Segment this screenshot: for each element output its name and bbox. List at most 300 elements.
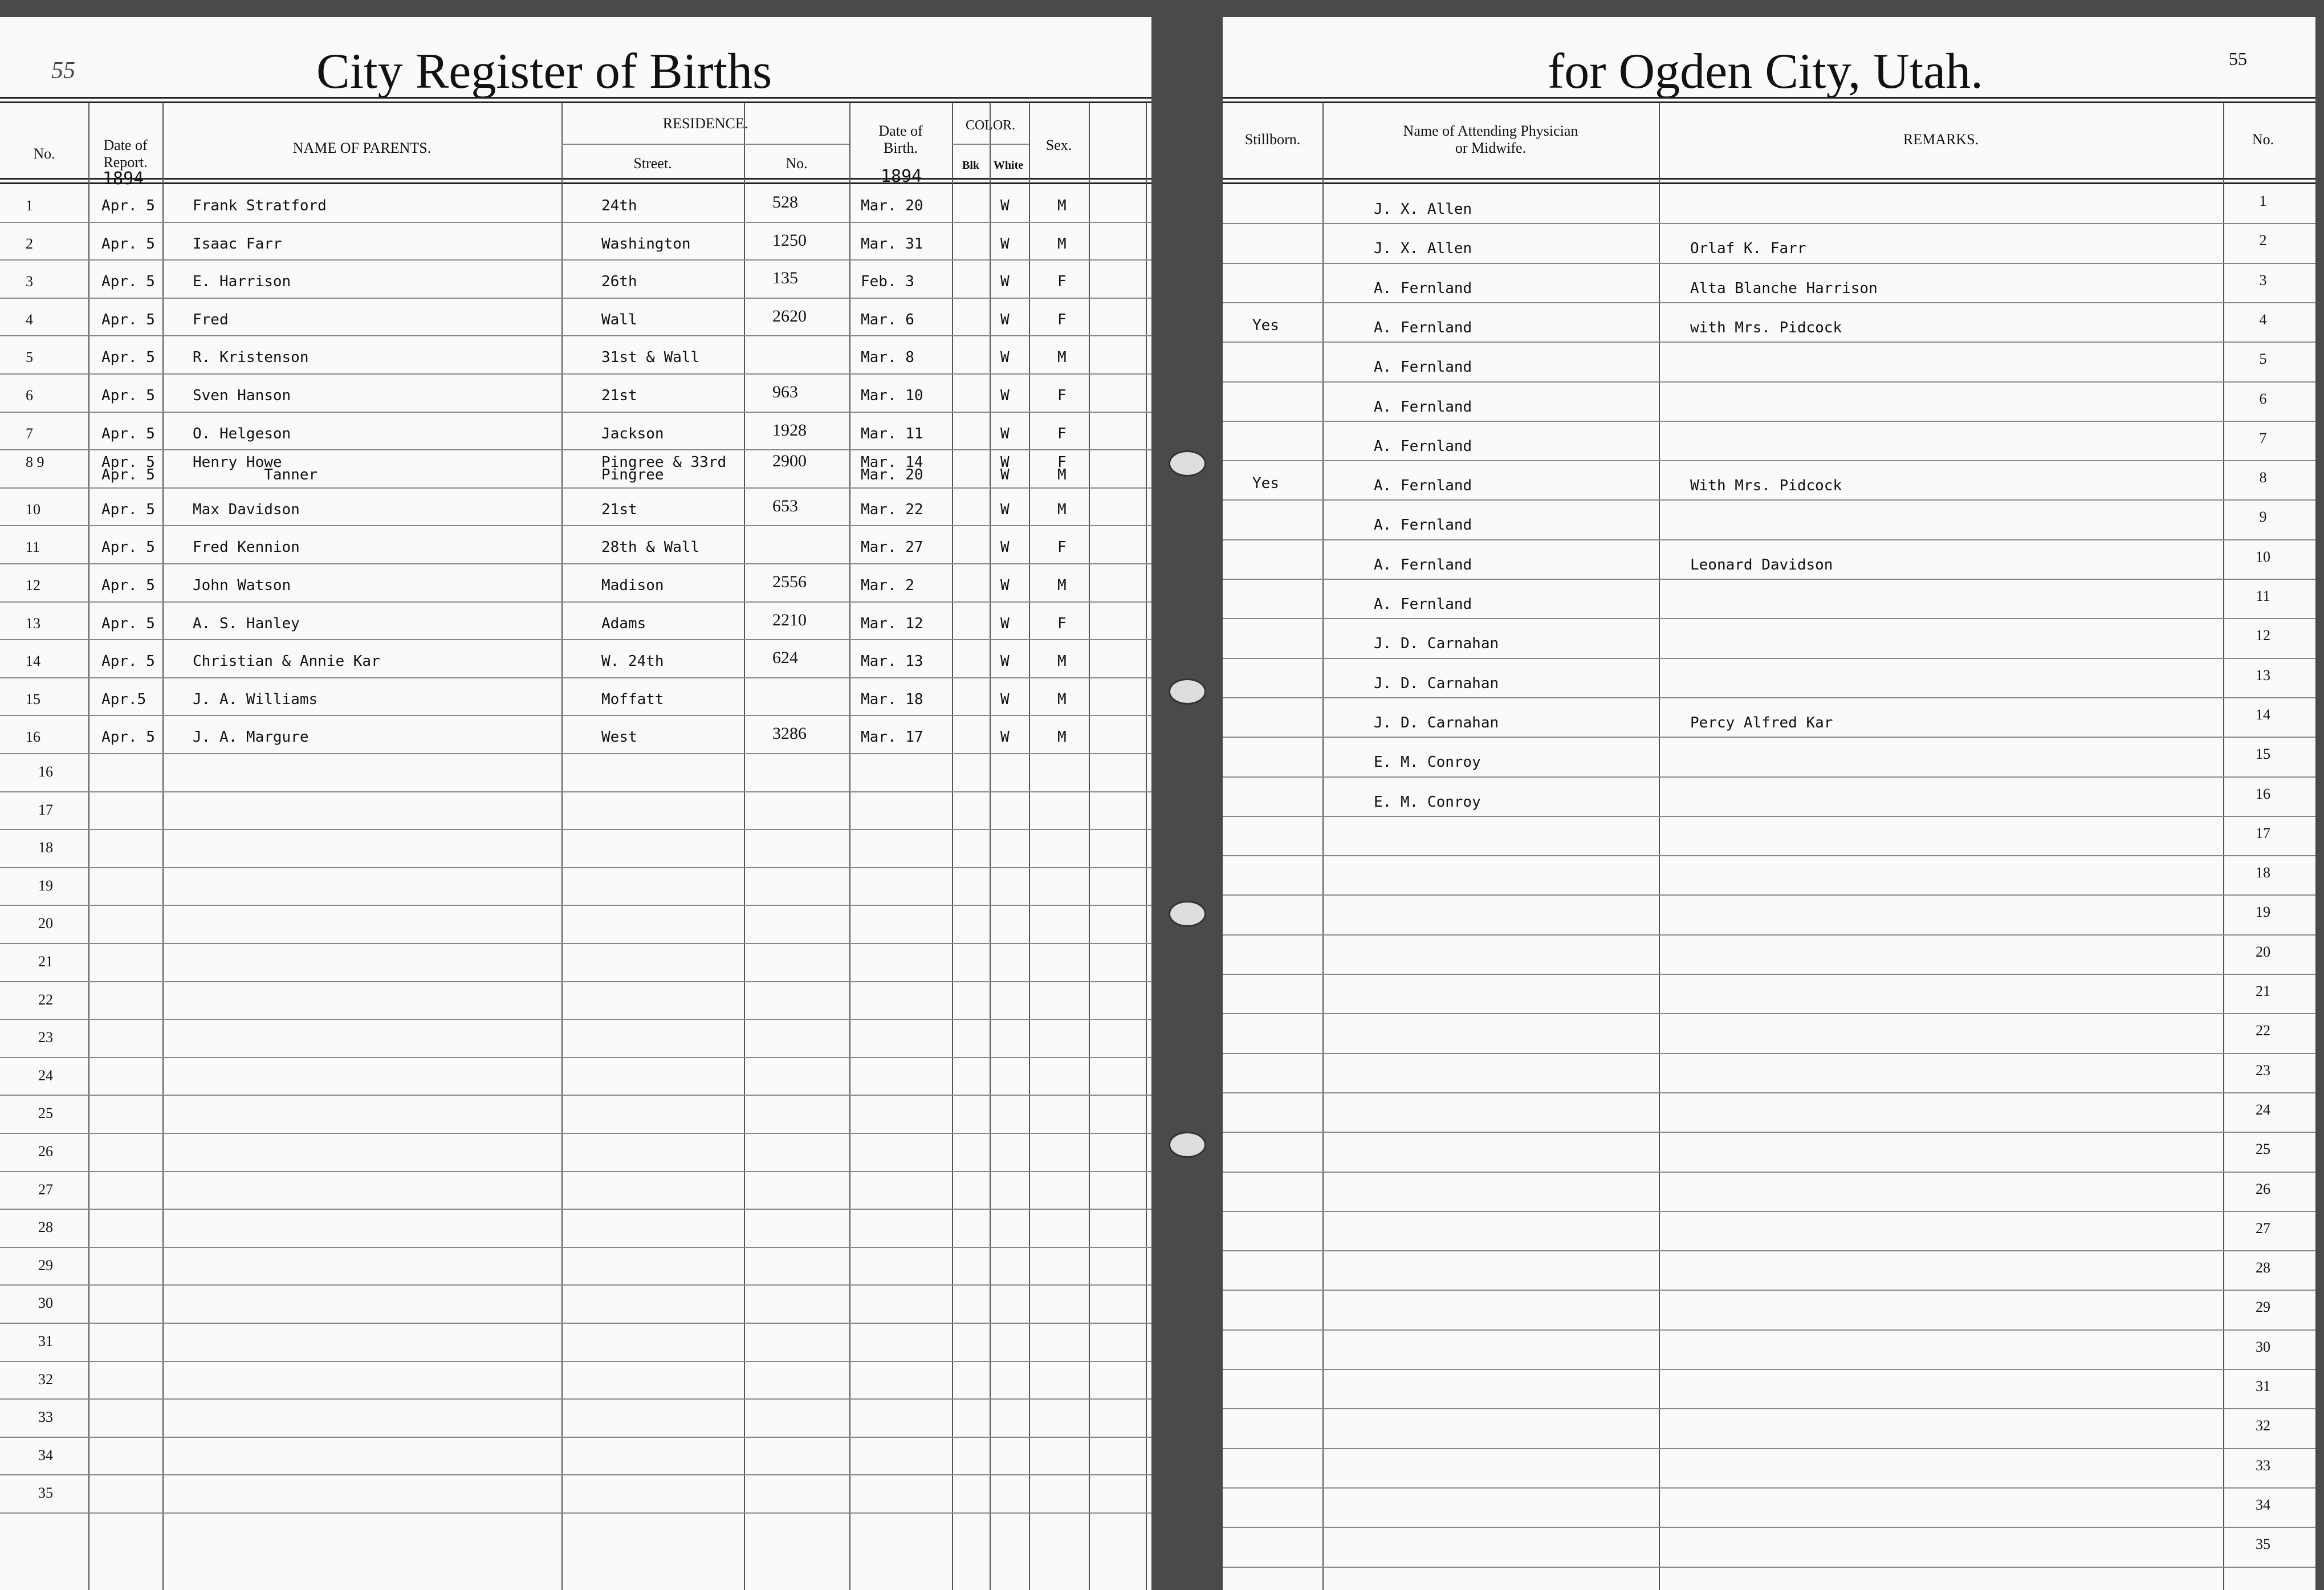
row-rule — [1223, 1092, 2315, 1093]
house-number: 2210 — [772, 610, 807, 629]
attending-physician: J. X. Allen — [1374, 240, 1472, 258]
row-rule — [0, 1361, 1151, 1362]
sex-mark: M — [1057, 653, 1067, 670]
row-rule — [1223, 341, 2315, 343]
color-mark: W W — [1000, 454, 1010, 484]
header-date-birth: Date of Birth. — [878, 123, 923, 156]
row-number: 35 — [38, 1485, 53, 1502]
row-number: 15 — [2256, 746, 2270, 763]
color-mark: W — [1000, 729, 1010, 746]
remark: Alta Blanche Harrison — [1690, 279, 1878, 297]
color-mark: W — [1000, 653, 1010, 670]
header-top-rule — [1223, 97, 2315, 99]
birth-date: Mar. 2 — [861, 577, 914, 594]
row-number: 23 — [2256, 1062, 2270, 1079]
row-number: 14 — [26, 653, 40, 670]
row-number: 15 — [26, 690, 40, 707]
row-number: 4 — [2259, 311, 2267, 328]
header-top-rule-2 — [1223, 101, 2315, 103]
column-divider — [952, 103, 953, 1590]
color-mark: W — [1000, 235, 1010, 253]
row-number: 32 — [2256, 1417, 2270, 1434]
row-number: 30 — [2256, 1338, 2270, 1355]
page-title-continued: for Ogden City, Utah. — [1548, 44, 1984, 99]
attending-physician: E. M. Conroy — [1374, 754, 1481, 771]
row-number: 12 — [26, 577, 40, 593]
row-number: 34 — [2256, 1496, 2270, 1513]
header-date-report: Date of Report. — [103, 137, 148, 170]
row-rule — [0, 259, 1151, 261]
color-subrule — [952, 144, 1029, 145]
row-rule — [1223, 1369, 2315, 1370]
street: Washington — [601, 235, 691, 253]
row-rule — [0, 677, 1151, 678]
row-rule — [0, 1209, 1151, 1210]
row-rule — [0, 449, 1151, 450]
report-date: Apr. 5 — [101, 577, 155, 594]
parents-name: Christian & Annie Kar — [193, 653, 380, 670]
row-rule — [1223, 499, 2315, 501]
header-remarks: REMARKS. — [1903, 131, 1979, 148]
color-mark: W — [1000, 690, 1010, 708]
row-number: 25 — [2256, 1141, 2270, 1158]
report-date: Apr. 5 — [101, 387, 155, 404]
row-rule — [0, 298, 1151, 299]
row-number: 31 — [38, 1333, 53, 1349]
row-number: 33 — [2256, 1457, 2270, 1474]
street: 28th & Wall — [601, 539, 700, 556]
street: Adams — [601, 615, 646, 632]
parents-name: J. A. Margure — [193, 729, 309, 746]
row-number: 8 9 — [26, 454, 44, 471]
row-rule — [0, 1323, 1151, 1324]
remark: With Mrs. Pidcock — [1690, 477, 1842, 495]
header-no-right: No. — [2252, 131, 2274, 148]
row-rule — [1223, 1567, 2315, 1568]
column-divider — [1659, 103, 1660, 1590]
row-number: 25 — [38, 1105, 53, 1122]
row-rule — [1223, 1013, 2315, 1014]
row-number: 16 — [2256, 785, 2270, 802]
header-bottom-rule-2 — [1223, 182, 2315, 184]
row-number: 33 — [38, 1409, 53, 1426]
row-rule — [0, 791, 1151, 792]
row-number: 20 — [38, 915, 53, 932]
row-number: 29 — [38, 1256, 53, 1274]
row-rule — [0, 1019, 1151, 1020]
row-number: 24 — [38, 1067, 53, 1084]
row-rule — [0, 1247, 1151, 1248]
row-rule — [0, 1474, 1151, 1475]
binder-hole — [1169, 1132, 1206, 1158]
row-rule — [0, 1133, 1151, 1134]
header-no: No. — [33, 145, 55, 162]
row-rule — [0, 829, 1151, 830]
house-number: 963 — [772, 383, 798, 401]
row-rule — [1223, 1053, 2315, 1054]
street: Madison — [601, 577, 664, 594]
row-number: 16 — [38, 763, 53, 780]
attending-physician: A. Fernland — [1374, 596, 1472, 613]
header-bottom-rule — [1223, 178, 2315, 180]
sex-mark: M — [1057, 729, 1067, 746]
row-rule — [1223, 1329, 2315, 1331]
row-rule — [1223, 894, 2315, 896]
row-number: 17 — [2256, 824, 2270, 841]
attending-physician: J. D. Carnahan — [1374, 714, 1499, 731]
row-number: 7 — [2259, 429, 2267, 446]
row-number: 18 — [2256, 864, 2270, 881]
stillborn-mark: Yes — [1252, 475, 1279, 493]
birth-date: Mar. 20 — [861, 197, 923, 214]
sex-mark: F — [1057, 273, 1067, 291]
row-number: 26 — [38, 1143, 53, 1160]
color-mark: W — [1000, 311, 1010, 328]
color-mark: W — [1000, 577, 1010, 594]
color-mark: W — [1000, 425, 1010, 442]
birth-date: Mar. 8 — [861, 349, 914, 367]
sex-mark: M — [1057, 501, 1067, 518]
residence-subrule — [561, 144, 849, 145]
attending-physician: J. D. Carnahan — [1374, 635, 1499, 653]
birth-date: Mar. 14 Mar. 20 — [861, 454, 923, 484]
row-rule — [1223, 1527, 2315, 1528]
row-number: 16 — [26, 729, 40, 746]
header-residence-no: No. — [785, 155, 808, 172]
street: 31st & Wall — [601, 349, 700, 367]
header-sex: Sex. — [1045, 137, 1072, 153]
row-rule — [0, 943, 1151, 944]
header-blk: Blk — [962, 159, 980, 172]
sex-mark: M — [1057, 349, 1067, 367]
row-rule — [1223, 1487, 2315, 1489]
left-register-page — [0, 17, 1151, 1590]
street: 21st — [601, 501, 637, 518]
row-number: 27 — [38, 1181, 53, 1198]
row-rule — [1223, 737, 2315, 738]
row-number: 29 — [2256, 1299, 2270, 1316]
row-number: 31 — [2256, 1378, 2270, 1394]
page-title: City Register of Births — [316, 44, 772, 99]
parents-name: Max Davidson — [193, 501, 300, 518]
row-rule — [0, 1512, 1151, 1514]
row-number: 27 — [2256, 1219, 2270, 1237]
row-number: 17 — [38, 801, 53, 818]
row-number: 30 — [38, 1295, 53, 1312]
row-number: 13 — [2256, 666, 2270, 684]
row-rule — [1223, 776, 2315, 778]
house-number: 653 — [772, 496, 798, 515]
row-rule — [0, 222, 1151, 223]
row-rule — [0, 1057, 1151, 1058]
house-number: 1928 — [772, 420, 807, 440]
report-date: Apr. 5 — [101, 501, 155, 518]
row-number: 22 — [38, 991, 53, 1008]
parents-name: Frank Stratford — [193, 197, 327, 214]
corner-note: 55 — [51, 58, 75, 84]
row-rule — [0, 753, 1151, 754]
column-divider — [849, 103, 850, 1590]
column-divider — [88, 103, 89, 1590]
color-mark: W — [1000, 539, 1010, 556]
report-date: Apr. 5 — [101, 615, 155, 632]
header-physician: Name of Attending Physician or Midwife. — [1403, 123, 1578, 156]
stillborn-mark: Yes — [1252, 316, 1279, 334]
house-number: 2556 — [772, 572, 807, 591]
parents-name: J. A. Williams — [193, 690, 318, 708]
row-number: 28 — [2256, 1259, 2270, 1276]
row-number: 1 — [2259, 193, 2267, 209]
column-divider — [162, 103, 164, 1590]
header-birth-year: 1894 — [881, 166, 922, 186]
house-number: 135 — [772, 269, 798, 288]
page-number: 55 — [2229, 48, 2247, 69]
row-number: 21 — [2256, 983, 2270, 999]
row-number: 5 — [2259, 351, 2267, 368]
row-rule — [0, 639, 1151, 640]
sex-mark: F — [1057, 615, 1067, 632]
row-number: 19 — [2256, 904, 2270, 921]
row-rule — [0, 412, 1151, 413]
parents-name: Henry Howe Tanner — [193, 454, 318, 484]
row-rule — [1223, 816, 2315, 817]
column-divider — [1322, 103, 1324, 1590]
report-date: Apr. 5 Apr. 5 — [101, 454, 155, 484]
street: Pingree & 33rd Pingree — [601, 454, 727, 484]
row-number: 2 — [2259, 232, 2267, 249]
birth-date: Mar. 22 — [861, 501, 923, 518]
header-white: White — [993, 159, 1024, 172]
street: Moffatt — [601, 690, 664, 708]
remark: Orlaf K. Farr — [1690, 240, 1806, 258]
row-rule — [0, 525, 1151, 526]
row-number: 4 — [26, 311, 33, 328]
row-number: 34 — [38, 1446, 53, 1463]
street: Jackson — [601, 425, 664, 442]
row-number: 13 — [26, 615, 40, 632]
row-rule — [0, 1284, 1151, 1286]
street: 24th — [601, 197, 637, 214]
birth-date: Mar. 11 — [861, 425, 923, 442]
row-rule — [1223, 460, 2315, 461]
parents-name: E. Harrison — [193, 273, 291, 291]
row-number: 24 — [2256, 1101, 2270, 1118]
column-divider — [744, 103, 745, 1590]
street: 21st — [601, 387, 637, 404]
row-number: 5 — [26, 349, 33, 366]
report-date: Apr. 5 — [101, 425, 155, 442]
row-number: 11 — [2256, 588, 2270, 604]
house-number: 1250 — [772, 230, 807, 250]
row-number: 6 — [26, 387, 33, 404]
parents-name: Fred Kennion — [193, 539, 300, 556]
header-color: COLOR. — [965, 118, 1016, 133]
row-rule — [1223, 855, 2315, 856]
header-top-rule — [0, 97, 1151, 99]
color-mark: W — [1000, 615, 1010, 632]
row-rule — [1223, 579, 2315, 580]
remark: Leonard Davidson — [1690, 556, 1833, 574]
color-mark: W — [1000, 273, 1010, 291]
row-rule — [1223, 1132, 2315, 1133]
header-top-rule-2 — [0, 101, 1151, 103]
birth-date: Mar. 12 — [861, 615, 923, 632]
row-rule — [0, 373, 1151, 375]
row-rule — [0, 905, 1151, 906]
row-number: 3 — [26, 273, 33, 290]
attending-physician: A. Fernland — [1374, 319, 1472, 336]
sex-mark: M — [1057, 577, 1067, 594]
row-number: 21 — [38, 953, 53, 970]
row-number: 10 — [26, 501, 40, 518]
row-rule — [0, 1095, 1151, 1096]
color-mark: W — [1000, 197, 1010, 214]
report-date: Apr. 5 — [101, 197, 155, 214]
report-date: Apr. 5 — [101, 311, 155, 328]
row-number: 18 — [38, 839, 53, 856]
column-divider — [990, 103, 991, 1590]
row-rule — [1223, 1172, 2315, 1173]
attending-physician: E. M. Conroy — [1374, 793, 1481, 811]
header-bottom-rule — [0, 178, 1151, 180]
house-number: 3286 — [772, 724, 807, 743]
row-rule — [1223, 1448, 2315, 1449]
row-rule — [1223, 658, 2315, 659]
row-rule — [1223, 223, 2315, 224]
street: W. 24th — [601, 653, 664, 670]
report-date: Apr. 5 — [101, 349, 155, 367]
sex-mark: F M — [1057, 454, 1067, 484]
attending-physician: A. Fernland — [1374, 437, 1472, 455]
birth-date: Mar. 27 — [861, 539, 923, 556]
color-mark: W — [1000, 387, 1010, 404]
row-rule — [0, 715, 1151, 716]
row-number: 23 — [38, 1029, 53, 1046]
birth-date: Mar. 31 — [861, 235, 923, 253]
row-number: 20 — [2256, 943, 2270, 960]
attending-physician: A. Fernland — [1374, 517, 1472, 534]
street: Wall — [601, 311, 637, 328]
row-rule — [1223, 263, 2315, 264]
attending-physician: J. D. Carnahan — [1374, 674, 1499, 692]
parents-name: O. Helgeson — [193, 425, 291, 442]
birth-date: Feb. 3 — [861, 273, 914, 291]
row-rule — [1223, 1250, 2315, 1251]
row-rule — [1223, 618, 2315, 619]
attending-physician: A. Fernland — [1374, 477, 1472, 495]
sex-mark: F — [1057, 311, 1067, 328]
row-rule — [1223, 381, 2315, 383]
header-stillborn: Stillborn. — [1244, 131, 1301, 148]
street: 26th — [601, 273, 637, 291]
house-number: 624 — [772, 648, 798, 668]
row-number: 10 — [2256, 548, 2270, 565]
row-number: 8 — [2259, 469, 2267, 486]
row-rule — [1223, 1211, 2315, 1212]
right-register-page — [1223, 17, 2315, 1590]
parents-name: Fred — [193, 311, 229, 328]
report-date: Apr. 5 — [101, 653, 155, 670]
column-divider — [1146, 103, 1147, 1590]
row-number: 9 — [2259, 509, 2267, 526]
sex-mark: M — [1057, 197, 1067, 214]
parents-name: John Watson — [193, 577, 291, 594]
header-street: Street. — [633, 155, 672, 172]
parents-name: Sven Hanson — [193, 387, 291, 404]
row-rule — [1223, 1290, 2315, 1291]
column-divider — [561, 103, 563, 1590]
header-bottom-rule-2 — [0, 182, 1151, 184]
row-number: 14 — [2256, 706, 2270, 723]
row-rule — [1223, 697, 2315, 698]
street: West — [601, 729, 637, 746]
attending-physician: A. Fernland — [1374, 359, 1472, 376]
parents-name: Isaac Farr — [193, 235, 282, 253]
sex-mark: M — [1057, 690, 1067, 708]
remark: with Mrs. Pidcock — [1690, 319, 1842, 336]
house-number: 2620 — [772, 306, 807, 326]
report-date: Apr. 5 — [101, 273, 155, 291]
attending-physician: A. Fernland — [1374, 556, 1472, 574]
row-rule — [0, 867, 1151, 868]
birth-date: Mar. 17 — [861, 729, 923, 746]
house-number: 2900 — [772, 452, 807, 471]
sex-mark: F — [1057, 425, 1067, 442]
row-rule — [1223, 974, 2315, 975]
report-date: Apr. 5 — [101, 235, 155, 253]
column-divider — [2223, 103, 2224, 1590]
header-parents: NAME OF PARENTS. — [292, 140, 432, 156]
birth-date: Mar. 10 — [861, 387, 923, 404]
row-rule — [0, 601, 1151, 603]
row-number: 22 — [2256, 1022, 2270, 1039]
row-number: 1 — [26, 197, 33, 214]
header-residence: RESIDENCE. — [662, 115, 748, 132]
row-number: 11 — [26, 539, 40, 556]
header-report-year: 1894 — [103, 169, 144, 189]
row-rule — [1223, 934, 2315, 936]
birth-date: Mar. 13 — [861, 653, 923, 670]
report-date: Apr.5 — [101, 690, 146, 708]
sex-mark: F — [1057, 539, 1067, 556]
row-rule — [0, 335, 1151, 336]
row-number: 26 — [2256, 1180, 2270, 1197]
row-rule — [0, 487, 1151, 489]
binder-hole — [1169, 678, 1206, 705]
color-mark: W — [1000, 349, 1010, 367]
birth-date: Mar. 18 — [861, 690, 923, 708]
remark: Percy Alfred Kar — [1690, 714, 1833, 731]
row-rule — [1223, 1408, 2315, 1409]
attending-physician: A. Fernland — [1374, 398, 1472, 416]
sex-mark: F — [1057, 387, 1067, 404]
row-number: 7 — [26, 425, 33, 442]
row-rule — [1223, 539, 2315, 540]
parents-name: R. Kristenson — [193, 349, 309, 367]
row-number: 19 — [38, 877, 53, 894]
row-number: 35 — [2256, 1536, 2270, 1553]
attending-physician: A. Fernland — [1374, 279, 1472, 297]
row-number: 28 — [38, 1219, 53, 1236]
row-number: 6 — [2259, 390, 2267, 407]
house-number: 528 — [772, 193, 798, 212]
report-date: Apr. 5 — [101, 539, 155, 556]
column-divider — [1089, 103, 1090, 1590]
row-number: 32 — [38, 1371, 53, 1388]
row-rule — [1223, 421, 2315, 422]
color-mark: W — [1000, 501, 1010, 518]
sex-mark: M — [1057, 235, 1067, 253]
